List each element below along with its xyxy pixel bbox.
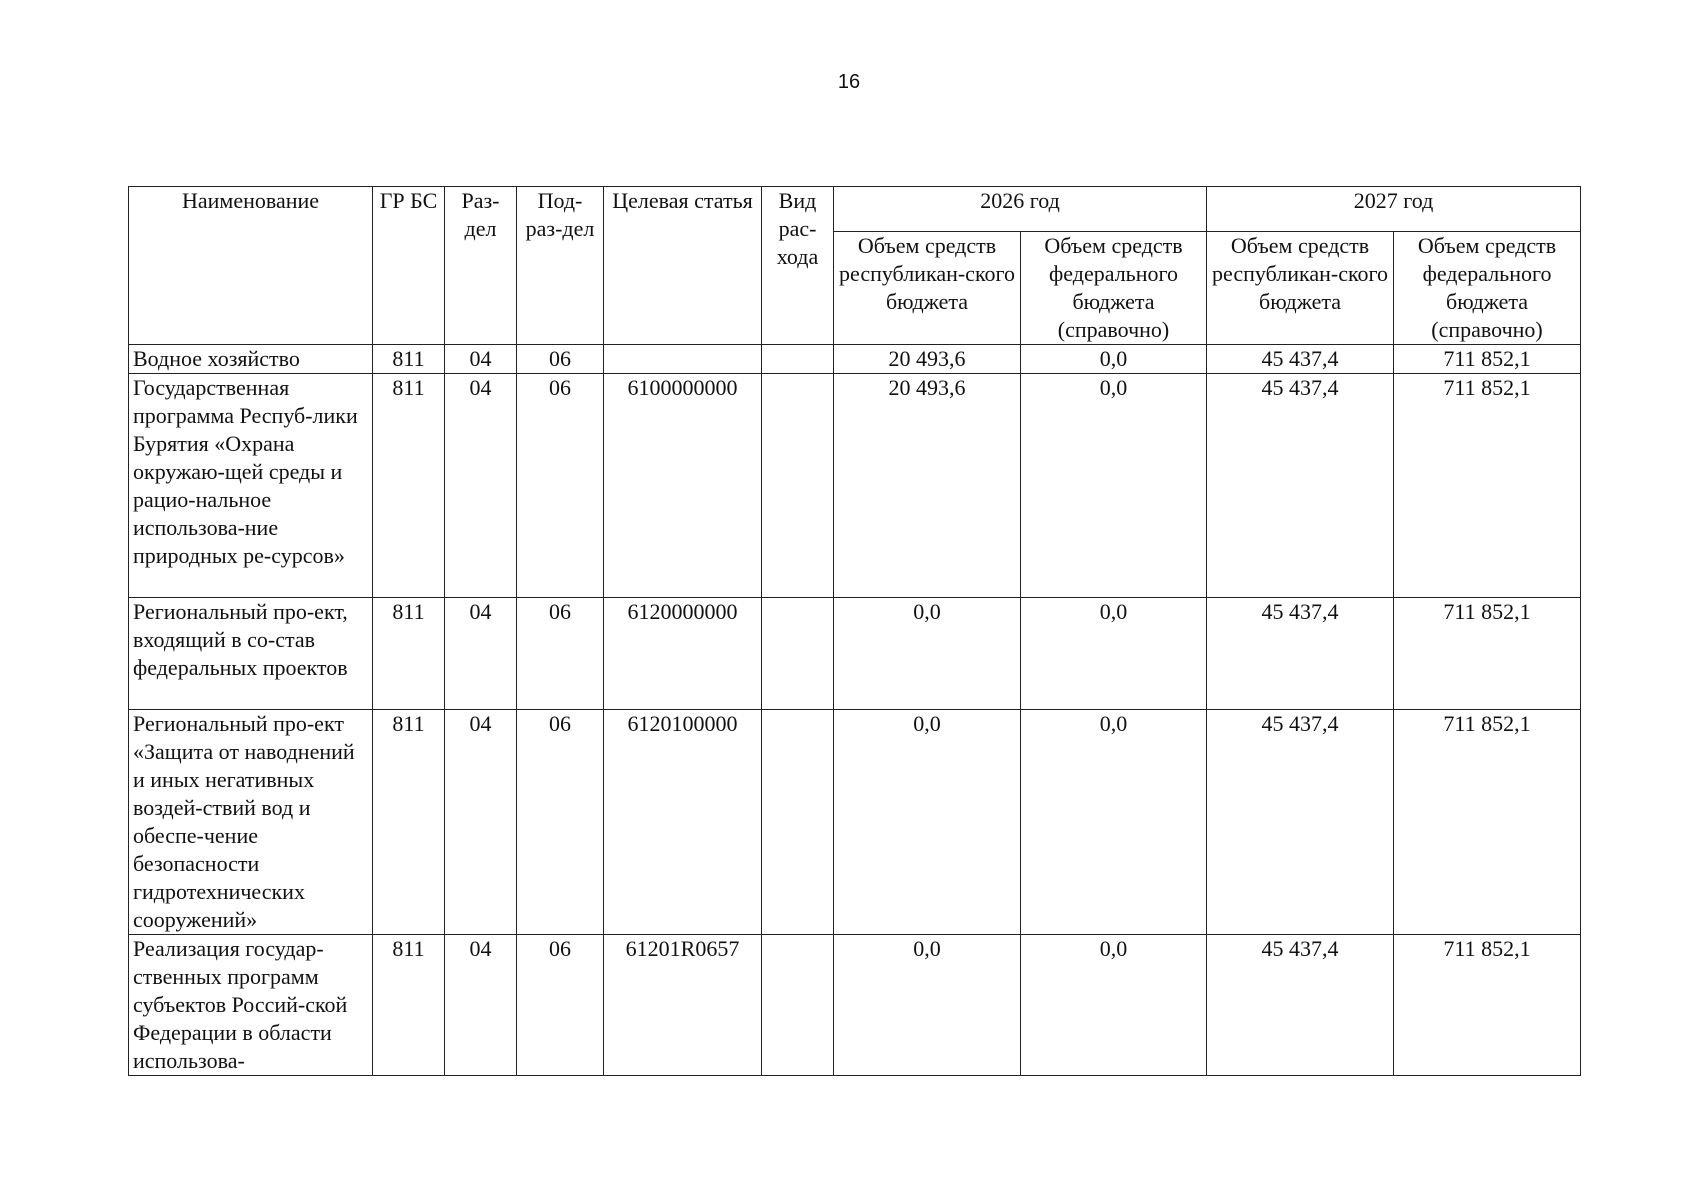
cell-expense-type xyxy=(762,710,834,935)
header-2027-federal-budget: Объем средств федерального бюджета (справочно) xyxy=(1394,232,1581,345)
page-number: 16 xyxy=(837,71,861,93)
header-grbs: ГР БС xyxy=(373,187,445,345)
cell-grbs: 811 xyxy=(373,598,445,710)
cell-2026-republic: 0,0 xyxy=(834,935,1021,1076)
table-row xyxy=(129,345,1581,374)
cell-2027-federal: 711 852,1 xyxy=(1394,710,1581,935)
header-year-2026: 2026 год xyxy=(834,187,1207,232)
cell-podrazdel: 06 xyxy=(517,345,604,374)
cell-podrazdel: 06 xyxy=(517,598,604,710)
cell-2026-republic: 0,0 xyxy=(834,710,1021,935)
cell-grbs: 811 xyxy=(373,935,445,1076)
cell-name: Государственная программа Респуб-лики Бурятия «Охрана окружаю-щей среды и рацио-нальное использова-ние природных ре-сурсов» xyxy=(129,374,373,598)
cell-2027-republic: 45 437,4 xyxy=(1207,374,1394,598)
table-row xyxy=(129,935,1581,1076)
cell-target-article: 6120100000 xyxy=(604,710,762,935)
cell-name: Реализация государ-ственных программ субъектов Россий-ской Федерации в области использова- xyxy=(129,935,373,1076)
cell-name: Водное хозяйство xyxy=(129,345,373,374)
cell-2026-republic: 0,0 xyxy=(834,598,1021,710)
header-expense-type: Вид рас-хода xyxy=(762,187,834,345)
table-row xyxy=(129,598,1581,710)
cell-2026-federal: 0,0 xyxy=(1021,710,1207,935)
cell-target-article: 6100000000 xyxy=(604,374,762,598)
cell-podrazdel: 06 xyxy=(517,710,604,935)
cell-razdel: 04 xyxy=(445,710,517,935)
cell-podrazdel: 06 xyxy=(517,374,604,598)
header-2026-federal-budget: Объем средств федерального бюджета (справочно) xyxy=(1021,232,1207,345)
cell-razdel: 04 xyxy=(445,345,517,374)
cell-target-article: 6120000000 xyxy=(604,598,762,710)
cell-2027-federal: 711 852,1 xyxy=(1394,935,1581,1076)
cell-razdel: 04 xyxy=(445,935,517,1076)
cell-expense-type xyxy=(762,598,834,710)
cell-razdel: 04 xyxy=(445,374,517,598)
cell-target-article: 61201R0657 xyxy=(604,935,762,1076)
cell-name: Региональный про-ект, входящий в со-став федеральных проектов xyxy=(129,598,373,710)
cell-2027-republic: 45 437,4 xyxy=(1207,935,1394,1076)
cell-2027-federal: 711 852,1 xyxy=(1394,374,1581,598)
header-podrazdel: Под-раз-дел xyxy=(517,187,604,345)
table-row xyxy=(129,374,1581,598)
cell-2027-republic: 45 437,4 xyxy=(1207,710,1394,935)
cell-grbs: 811 xyxy=(373,710,445,935)
cell-grbs: 811 xyxy=(373,345,445,374)
table-row xyxy=(129,710,1581,935)
cell-2026-federal: 0,0 xyxy=(1021,345,1207,374)
header-target-article: Целевая статья xyxy=(604,187,762,345)
cell-expense-type xyxy=(762,374,834,598)
header-razdel: Раз-дел xyxy=(445,187,517,345)
cell-name: Региональный про-ект «Защита от наводнений и иных негативных воздей-ствий вод и обеспе-чение безопасности гидротехнических сооружений» xyxy=(129,710,373,935)
header-2027-republic-budget: Объем средств республикан-ского бюджета xyxy=(1207,232,1394,345)
cell-2026-republic: 20 493,6 xyxy=(834,345,1021,374)
cell-podrazdel: 06 xyxy=(517,935,604,1076)
cell-expense-type xyxy=(762,345,834,374)
cell-expense-type xyxy=(762,935,834,1076)
cell-2027-federal: 711 852,1 xyxy=(1394,598,1581,710)
header-name: Наименование xyxy=(129,187,373,345)
cell-razdel: 04 xyxy=(445,598,517,710)
cell-target-article xyxy=(604,345,762,374)
cell-2027-federal: 711 852,1 xyxy=(1394,345,1581,374)
header-2026-republic-budget: Объем средств республикан-ского бюджета xyxy=(834,232,1021,345)
cell-2026-federal: 0,0 xyxy=(1021,374,1207,598)
cell-2026-federal: 0,0 xyxy=(1021,598,1207,710)
cell-2027-republic: 45 437,4 xyxy=(1207,598,1394,710)
cell-grbs: 811 xyxy=(373,374,445,598)
cell-2026-federal: 0,0 xyxy=(1021,935,1207,1076)
header-year-2027: 2027 год xyxy=(1207,187,1581,232)
budget-table xyxy=(128,186,1581,1076)
cell-2027-republic: 45 437,4 xyxy=(1207,345,1394,374)
cell-2026-republic: 20 493,6 xyxy=(834,374,1021,598)
